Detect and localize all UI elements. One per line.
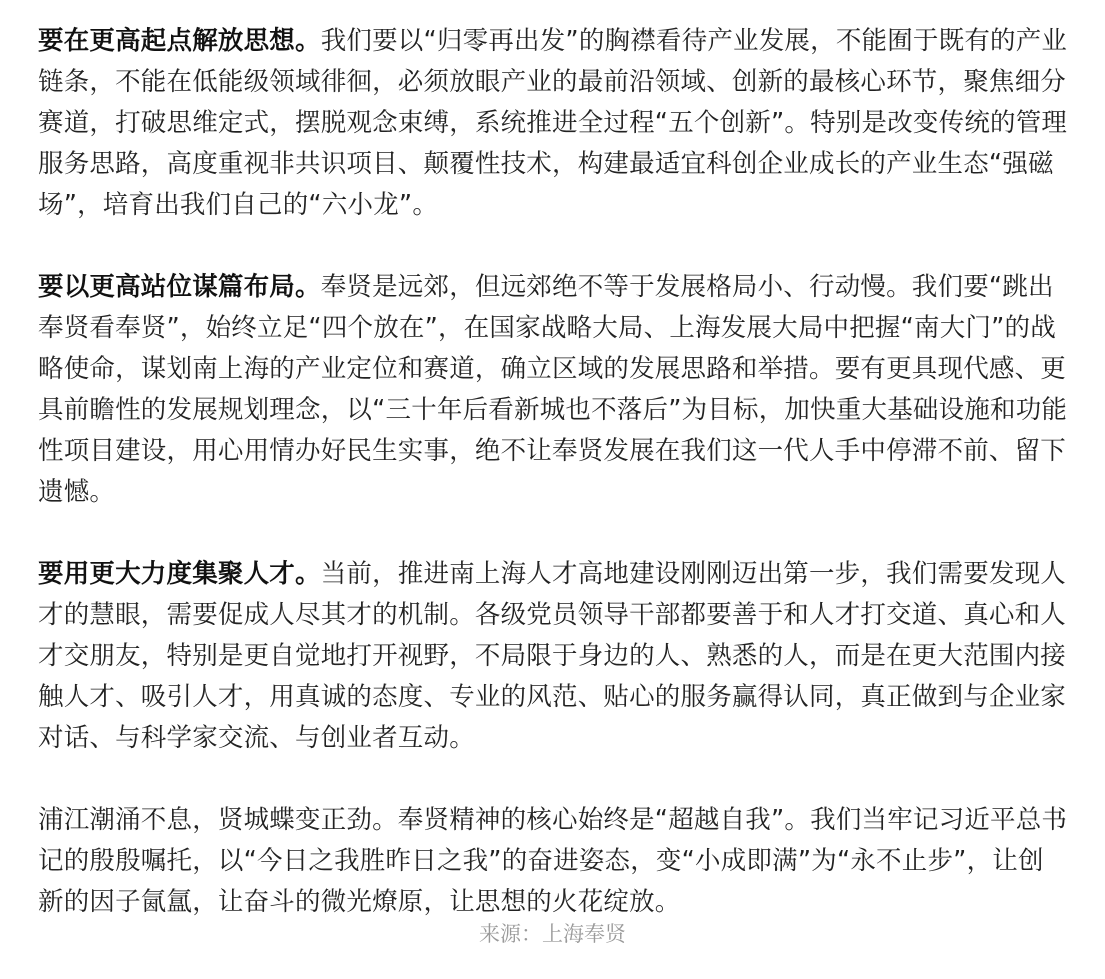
paragraph-text: 当前，推进南上海人才高地建设刚刚迈出第一步，我们需要发现人才的慧眼，需要促成人尽其才的机制。各级党员领导干部都要善于和人才打交道、真心和人才交朋友，特别是更自觉地打开视野，不局限于身边的人、熟悉的人，而是在更大范围内接触人才、吸引人才，用真诚的态度、专业的风范、贴心的服务赢得认同，真正做到与企业家对话、与科学家交流、与创业者互动。 [38, 559, 1067, 753]
paragraph-lead: 要用更大力度集聚人才。 [38, 559, 321, 589]
paragraph-lead: 要以更高站位谋篇布局。 [38, 272, 321, 302]
article-source: 来源：上海奉贤 [479, 922, 626, 946]
article-body [38, 21, 1068, 923]
paragraph-text: 浦江潮涌不息，贤城蝶变正劲。奉贤精神的核心始终是“超越自我”。我们当牢记习近平总书记的殷殷嘱托，以“今日之我胜昨日之我”的奋进姿态，变“小成即满”为“永不止步”，让创新的因子氤氲，让奋斗的微光燎原，让思想的火花绽放。 [38, 805, 1068, 917]
paragraph-planning-layout [38, 267, 1068, 513]
paragraph-text: 奉贤是远郊，但远郊绝不等于发展格局小、行动慢。我们要“跳出奉贤看奉贤”，始终立足“四个放在”，在国家战略大局、上海发展大局中把握“南大门”的战略使命，谋划南上海的产业定位和赛道，确立区域的发展思路和举措。要有更具现代感、更具前瞻性的发展规划理念，以“三十年后看新城也不落后”为目标，加快重大基础设施和功能性项目建设，用心用情办好民生实事，绝不让奉贤发展在我们这一代人手中停滞不前、留下遗憾。 [38, 272, 1068, 507]
paragraph-conclusion [38, 800, 1068, 923]
paragraph-text: 我们要以“归零再出发”的胸襟看待产业发展，不能囿于既有的产业链条，不能在低能级领域徘徊，必须放眼产业的最前沿领域、创新的最核心环节，聚焦细分赛道，打破思维定式，摆脱观念束缚，系统推进全过程“五个创新”。特别是改变传统的管理服务思路，高度重视非共识项目、颠覆性技术，构建最适宜科创企业成长的产业生态“强磁场”，培育出我们自己的“六小龙”。 [38, 26, 1068, 220]
paragraph-lead: 要在更高起点解放思想。 [38, 26, 321, 56]
paragraph-gather-talent [38, 554, 1068, 759]
paragraph-emancipate-mind [38, 21, 1068, 226]
